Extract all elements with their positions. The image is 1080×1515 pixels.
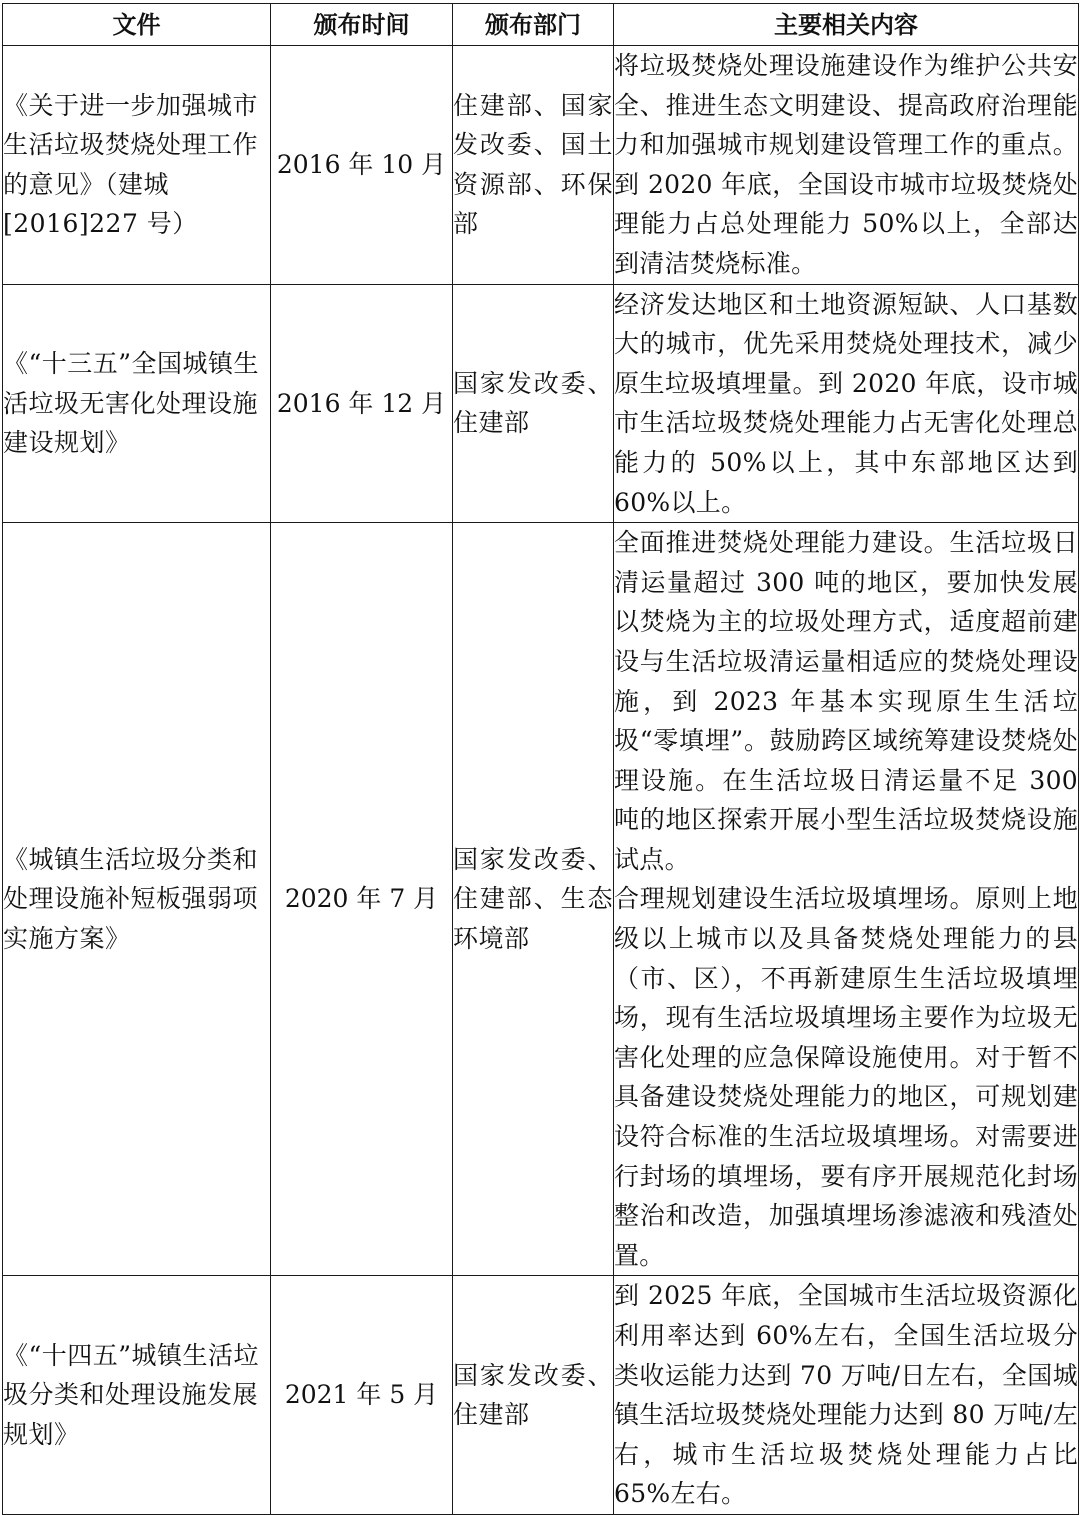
department-cell: 国家发改委、住建部、生态环境部 [453,523,614,1276]
department-cell: 住建部、国家发改委、国土资源部、环保部 [453,46,614,285]
content-paragraph: 将垃圾焚烧处理设施建设作为维护公共安全、推进生态文明建设、提高政府治理能力和加强城市规划建设管理工作的重点。到 2020 年底，全国设市城市垃圾焚烧处理能力占总处理能力 50%以上，全部达到清洁焚烧标准。 [614,51,1078,278]
table-row [3,46,1079,285]
header-row [3,4,1079,46]
department-cell: 国家发改委、住建部 [453,284,614,523]
table-row [3,1276,1079,1515]
policy-table [2,3,1079,1515]
content-paragraph: 经济发达地区和土地资源短缺、人口基数大的城市，优先采用焚烧处理技术，减少原生垃圾填埋量。到 2020 年底，设市城市生活垃圾焚烧处理能力占无害化处理总能力的 50%以上，其中东部地区达到 60%以上。 [614,289,1078,517]
date-cell: 2020 年 7 月 [271,523,453,1276]
content-cell [614,1276,1079,1515]
department-cell: 国家发改委、住建部 [453,1276,614,1515]
date-cell: 2016 年 10 月 [271,46,453,285]
table-row [3,284,1079,523]
document-cell: 《“十四五”城镇生活垃圾分类和处理设施发展规划》 [3,1276,271,1515]
header-content: 主要相关内容 [614,4,1079,46]
content-cell [614,46,1079,285]
content-cell [614,523,1079,1276]
date-cell: 2016 年 12 月 [271,284,453,523]
table-row [3,523,1079,1276]
document-cell: 《城镇生活垃圾分类和处理设施补短板强弱项实施方案》 [3,523,271,1276]
date-cell: 2021 年 5 月 [271,1276,453,1515]
document-cell: 《关于进一步加强城市生活垃圾焚烧处理工作的意见》（建城[2016]227 号） [3,46,271,285]
header-department: 颁布部门 [453,4,614,46]
content-paragraph: 合理规划建设生活垃圾填埋场。原则上地级以上城市以及具备焚烧处理能力的县（市、区），不再新建原生生活垃圾填埋场，现有生活垃圾填埋场主要作为垃圾无害化处理的应急保障设施使用。对于暂不具备建设焚烧处理能力的地区，可规划建设符合标准的生活垃圾填埋场。对需要进行封场的填埋场，要有序开展规范化封场整治和改造，加强填埋场渗滤液和残渣处置。 [614,884,1078,1270]
content-cell [614,284,1079,523]
content-paragraph: 到 2025 年底，全国城市生活垃圾资源化利用率达到 60%左右，全国生活垃圾分类收运能力达到 70 万吨/日左右，全国城镇生活垃圾焚烧处理能力达到 80 万吨/左右，城市生活垃圾焚烧处理能力占比 65%左右。 [614,1281,1078,1509]
document-cell: 《“十三五”全国城镇生活垃圾无害化处理设施建设规划》 [3,284,271,523]
header-date: 颁布时间 [271,4,453,46]
content-paragraph: 全面推进焚烧处理能力建设。生活垃圾日清运量超过 300 吨的地区，要加快发展以焚烧为主的垃圾处理方式，适度超前建设与生活垃圾清运量相适应的焚烧处理设施，到 2023 年基本实现原生生活垃圾“零填埋”。鼓励跨区域统筹建设焚烧处理设施。在生活垃圾日清运量不足 300 吨的地区探索开展小型生活垃圾焚烧设施试点。 [614,528,1078,874]
header-document: 文件 [3,4,271,46]
